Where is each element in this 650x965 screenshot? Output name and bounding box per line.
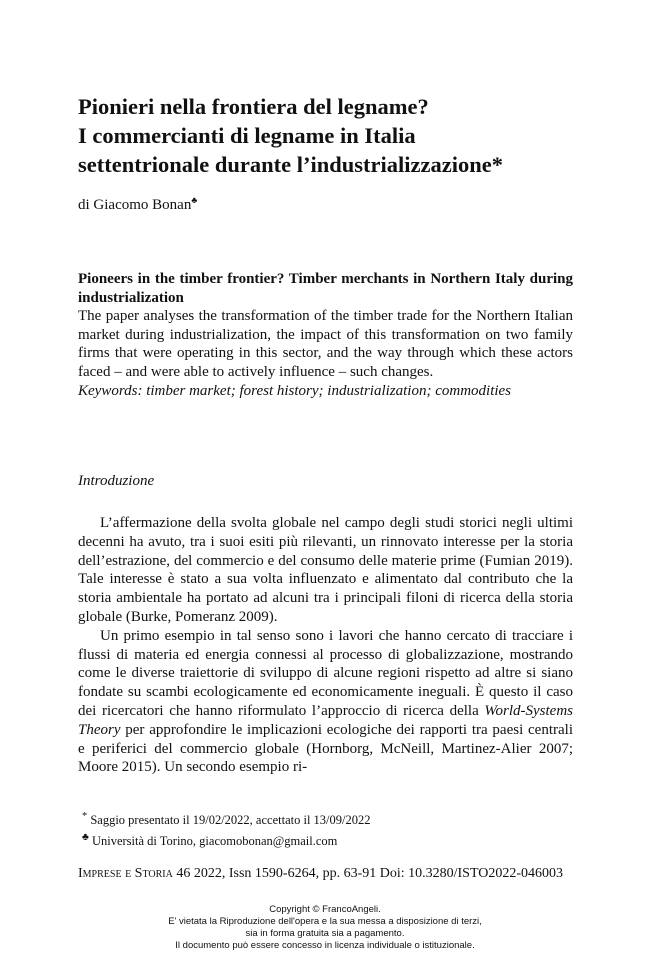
paragraph: [78, 627, 573, 777]
footnote-mark: *: [82, 811, 88, 822]
copyright-line: Copyright © FrancoAngeli.: [269, 904, 381, 915]
abstract-title: Pioneers in the timber frontier? Timber merchants in Northern Italy during industrialization: [78, 271, 573, 306]
author-line: [78, 195, 197, 214]
copyright-notice: [0, 904, 650, 952]
copyright-line: Il documento può essere concesso in licenza individuale o istituzionale.: [175, 940, 475, 951]
paragraph: L’affermazione della svolta globale nel campo degli studi storici negli ultimi decenni ha avuto, tra i suoi esiti più rilevanti, un rinnovato interesse per la storia dell’estrazione, del commercio e del consumo delle materie prime (Fumian 2019). Tale interesse è stato a sua volta influenzato e alimentato dal contributo che la storia ambientale ha portato ad alcuni tra i principali filoni di ricerca della storia globale (Burke, Pomeranz 2009).: [78, 515, 573, 625]
footnote-text: Saggio presentato il 19/02/2022, accettato il 13/09/2022: [90, 813, 371, 828]
abstract-body: The paper analyses the transformation of the timber trade for the Northern Italian market during industrialization, the impact of this transformation on two family firms that were operating in this sector, and the way through which these actors faced – and were able to actively influence – such changes.: [78, 308, 573, 380]
copyright-line: sia in forma gratuita sia a pagamento.: [245, 928, 405, 939]
footnote: [82, 808, 371, 829]
paragraph-text: per approfondire le implicazioni ecologiche dei rapporti tra paesi centrali e periferici del commercio globale (Hornborg, McNeill, Martinez-Alier 2007; Moore 2015). Un secondo esempio ri-: [78, 721, 573, 776]
article-title: [78, 92, 598, 179]
author-name: di Giacomo Bonan: [78, 197, 192, 213]
journal-info: 46 2022, Issn 1590-6264, pp. 63-91 Doi: 10.3280/ISTO2022-046003: [176, 866, 564, 881]
copyright-line: E' vietata la Riproduzione dell'opera e la sua messa a disposizione di terzi,: [168, 916, 482, 927]
keywords: Keywords: timber market; forest history; industrialization; commodities: [78, 382, 512, 399]
title-line: I commercianti di legname in Italia: [78, 123, 416, 148]
footnote-mark: ♣: [82, 832, 89, 844]
abstract: [78, 270, 573, 400]
journal-citation: [78, 866, 563, 882]
section-heading: Introduzione: [78, 473, 155, 489]
paragraph-text: Un primo esempio in tal senso sono i lavori che hanno cercato di tracciare i flussi di materia ed energia connessi al processo di globalizzazione, mostrando come le diverse traiettorie di sviluppo di alcune regioni rispetto ad altre si siano fondate su scambi ecologicamente ed economicamente ineguali. È questo il caso dei ricercatori che hanno riformulato l’approccio di ricerca della: [78, 627, 573, 719]
journal-name: Imprese e Storia: [78, 866, 173, 881]
title-line: [78, 150, 598, 179]
title-footnote-mark: *: [491, 152, 503, 177]
author-footnote-mark: ♣: [191, 195, 198, 205]
footnote-text: Università di Torino, giacomobonan@gmail.com: [91, 834, 338, 849]
paragraph-italic-term: World-Systems Theory: [78, 702, 573, 738]
title-line: Pionieri nella frontiera del legname?: [78, 94, 429, 119]
footnote: [82, 829, 371, 850]
title-line-text: settentrionale durante l’industrializzazione: [78, 152, 492, 177]
footnotes: [82, 808, 371, 850]
body-text: [78, 514, 573, 777]
